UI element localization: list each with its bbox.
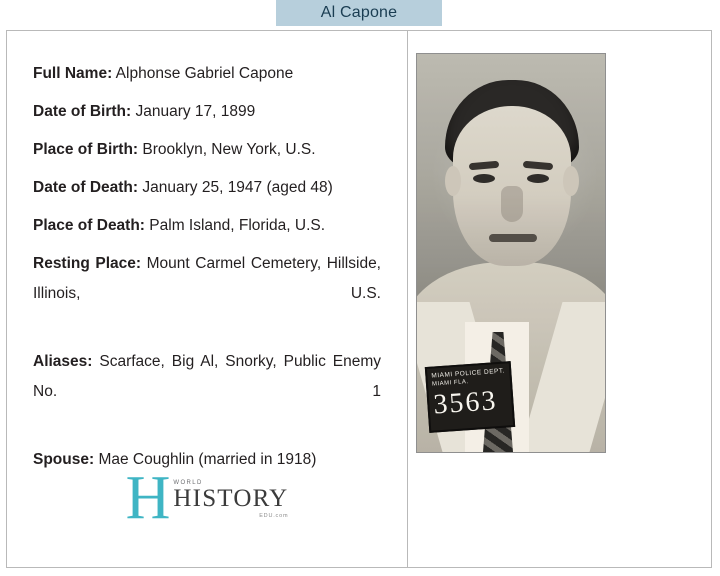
fact-row xyxy=(33,173,381,203)
logo-wordmark xyxy=(173,480,288,525)
fact-value: Mount Carmel Cemetery, Hillside, Illinois, U.S. xyxy=(33,255,381,302)
profile-card xyxy=(6,30,712,568)
eye-left xyxy=(473,174,495,183)
placard-location: MIAMI FLA. xyxy=(431,379,469,388)
lapel-right xyxy=(519,302,606,452)
logo-kicker: WORLD xyxy=(173,480,203,486)
fact-label: Place of Death: xyxy=(33,217,145,234)
logo-letter: H xyxy=(125,464,171,532)
page-title-bar xyxy=(276,0,442,26)
placard-department: MIAMI POLICE DEPT. xyxy=(431,367,506,380)
facts-list xyxy=(7,31,407,475)
fact-value: Alphonse Gabriel Capone xyxy=(112,65,294,82)
nose-shape xyxy=(501,186,523,222)
fact-row xyxy=(33,97,381,127)
mugshot-photo xyxy=(416,53,606,453)
fact-row xyxy=(33,59,381,89)
fact-label: Date of Birth: xyxy=(33,103,132,120)
page-title: Al Capone xyxy=(320,4,398,21)
ear-left xyxy=(445,166,461,196)
fact-row xyxy=(33,347,381,437)
fact-label: Aliases: xyxy=(33,353,93,370)
ear-right xyxy=(563,166,579,196)
fact-label: Date of Death: xyxy=(33,179,139,196)
fact-label: Place of Birth: xyxy=(33,141,139,158)
fact-label: Resting Place: xyxy=(33,255,142,272)
fact-value: Scarface, Big Al, Snorky, Public Enemy No. 1 xyxy=(33,353,381,400)
placard-number: 3563 xyxy=(432,385,499,421)
mugshot-placard xyxy=(425,361,515,433)
logo-subtext: EDU.com xyxy=(259,513,289,519)
facts-panel xyxy=(7,31,407,567)
fact-row xyxy=(33,211,381,241)
fact-value: January 17, 1899 xyxy=(131,103,256,120)
fact-row xyxy=(33,135,381,165)
fact-value: Mae Coughlin (married in 1918) xyxy=(94,451,317,468)
site-logo xyxy=(7,463,407,532)
mouth-shape xyxy=(489,234,537,242)
eye-right xyxy=(527,174,549,183)
fact-label: Full Name: xyxy=(33,65,113,82)
photo-background xyxy=(417,54,605,452)
logo-mark xyxy=(125,463,289,532)
fact-value: Palm Island, Florida, U.S. xyxy=(144,217,326,234)
fact-value: Brooklyn, New York, U.S. xyxy=(138,141,316,158)
fact-value: January 25, 1947 (aged 48) xyxy=(138,179,333,196)
fact-row xyxy=(33,249,381,339)
photo-panel xyxy=(408,31,711,567)
logo-word: HISTORY xyxy=(173,485,289,512)
fact-label: Spouse: xyxy=(33,451,95,468)
